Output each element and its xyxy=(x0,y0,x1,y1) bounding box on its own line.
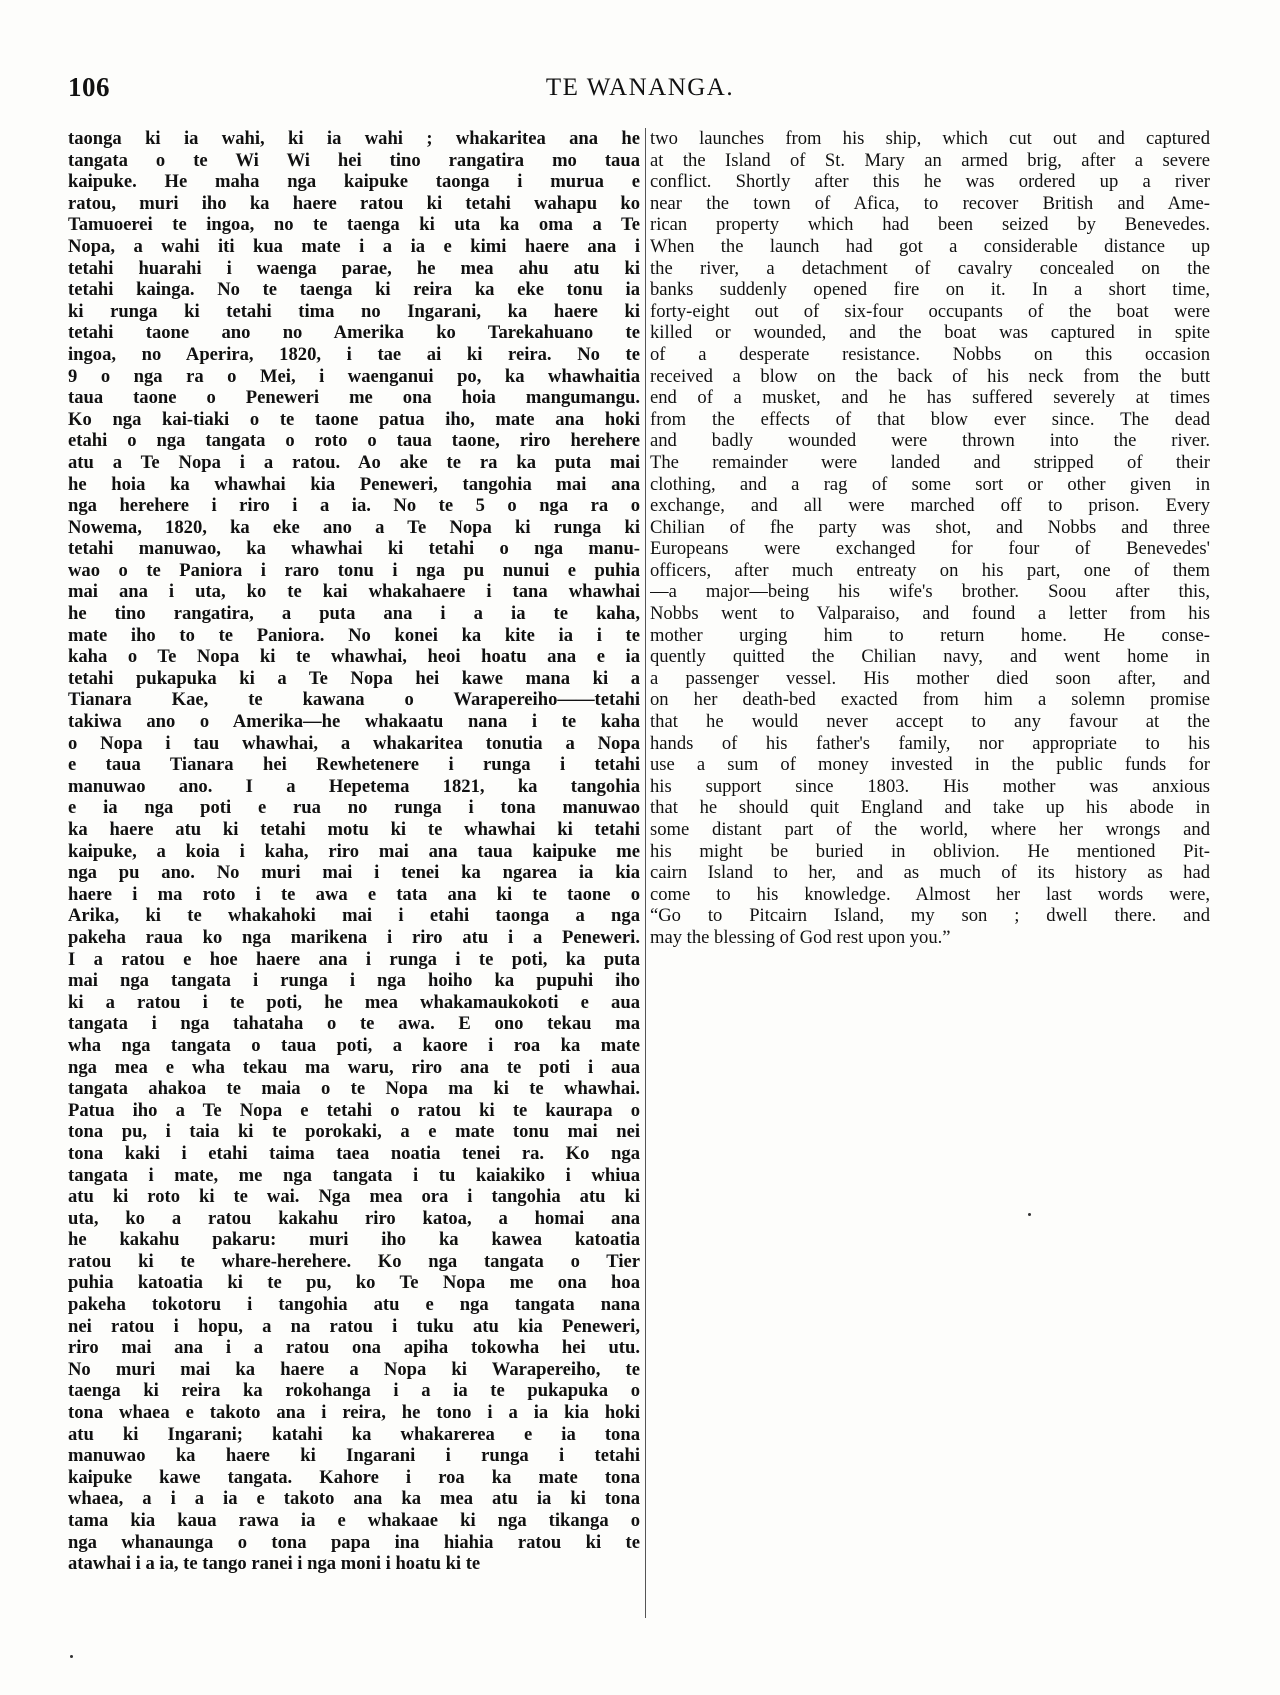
maori-text-line: kaipuke, a koia i kaha, riro mai ana taua kaipuke me xyxy=(68,840,640,862)
english-text-line: his support since 1803. His mother was anxious xyxy=(650,775,1210,797)
maori-text-line: he hoia ka whawhai kia Peneweri, tangohia mai ana xyxy=(68,473,640,495)
english-text-line: two launches from his ship, which cut out and captured xyxy=(650,128,1210,149)
maori-text-line: taua taone o Peneweri me ona hoia mangumangu. xyxy=(68,387,640,409)
maori-text-line: Tamuoerei te ingoa, no te taenga ki uta ka oma a Te xyxy=(68,214,640,236)
english-text-line: of a desperate resistance. Nobbs on this occasion xyxy=(650,343,1210,365)
maori-text-line: nga pu ano. No muri mai i tenei ka ngarea ia kia xyxy=(68,862,640,884)
english-text-line: Chilian of fhe party was shot, and Nobbs and three xyxy=(650,516,1210,538)
maori-text-line: tetahi huarahi i waenga parae, he mea ahu atu ki xyxy=(68,257,640,279)
english-text-line: on her death-bed exacted from him a solemn promise xyxy=(650,689,1210,711)
maori-text-line: Arika, ki te whakahoki mai i etahi taonga a nga xyxy=(68,905,640,927)
maori-text-line: o Nopa i tau whawhai, a whakaritea tonutia a Nopa xyxy=(68,732,640,754)
english-text-line: near the town of Afica, to recover British and Ame- xyxy=(650,192,1210,214)
maori-text-line: tangata i nga tahataha o te awa. E ono tekau ma xyxy=(68,1013,640,1035)
english-text-line: conflict. Shortly after this he was ordered up a river xyxy=(650,171,1210,193)
maori-text-line: ki a ratou i te poti, he mea whakamaukokoti e aua xyxy=(68,991,640,1013)
maori-text-line: wha nga tangata o taua poti, a kaore i roa ka mate xyxy=(68,1034,640,1056)
english-text-line: end of a musket, and he has suffered severely at times xyxy=(650,387,1210,409)
maori-text-line: kaipuke kawe tangata. Kahore i roa ka mate tona xyxy=(68,1466,640,1488)
maori-text-line: ki runga ki tetahi tima no Ingarani, ka haere ki xyxy=(68,300,640,322)
maori-text-line: tetahi manuwao, ka whawhai ki tetahi o nga manu- xyxy=(68,538,640,560)
english-text-line: cairn Island to her, and as much of its history as had xyxy=(650,862,1210,884)
maori-text-line: he tino rangatira, a puta ana i a ia te kaha, xyxy=(68,603,640,625)
maori-text-line: whaea, a i a ia e takoto ana ka mea atu ia ki tona xyxy=(68,1488,640,1510)
left-column xyxy=(68,128,640,1575)
maori-text-line: mai nga tangata i runga i nga hoiho ka pupuhi iho xyxy=(68,970,640,992)
maori-text-line: nga mea e wha tekau ma waru, riro ana te poti i aua xyxy=(68,1056,640,1078)
maori-text-line: tetahi taone ano no Amerika ko Tarekahuano te xyxy=(68,322,640,344)
maori-text-line: tangata ahakoa te maia o te Nopa ma ki te whawhai. xyxy=(68,1078,640,1100)
english-text-line: a passenger vessel. His mother died soon after, and xyxy=(650,667,1210,689)
maori-text-line: tangata i mate, me nga tangata i tu kaiakiko i whiua xyxy=(68,1164,640,1186)
maori-text-line: nga whanaunga o tona papa ina hiahia ratou ki te xyxy=(68,1531,640,1553)
english-text-line: that he should quit England and take up his abode in xyxy=(650,797,1210,819)
maori-text-line: tona whaea e takoto ana i reira, he tono i a ia kia hoki xyxy=(68,1402,640,1424)
english-text-line: banks suddenly opened fire on it. In a short time, xyxy=(650,279,1210,301)
maori-text-line: pakeha raua ko nga marikena i riro atu i a Peneweri. xyxy=(68,926,640,948)
page-title: TE WANANGA. xyxy=(545,74,735,101)
maori-text-line: atu ki Ingarani; katahi ka whakarerea e ia tona xyxy=(68,1423,640,1445)
english-text-line: mother urging him to return home. He conse- xyxy=(650,624,1210,646)
maori-text-line: Nopa, a wahi iti kua mate i a ia e kimi haere ana i xyxy=(68,235,640,257)
english-text-line: The remainder were landed and stripped of their xyxy=(650,451,1210,473)
maori-text-line: tona pu, i taia ki te porokaki, a e mate tonu mai nei xyxy=(68,1121,640,1143)
english-text-line: killed or wounded, and the boat was captured in spite xyxy=(650,322,1210,344)
english-text-line: Europeans were exchanged for four of Benevedes' xyxy=(650,538,1210,560)
english-text-line: forty-eight out of six-four occupants of the boat were xyxy=(650,300,1210,322)
maori-text-line: e taua Tianara hei Rewhetenere i runga i tetahi xyxy=(68,754,640,776)
maori-text-line: ratou, muri iho ka haere ratou ki tetahi wahapu ko xyxy=(68,192,640,214)
maori-text-line: e ia nga poti e rua no runga i tona manuwao xyxy=(68,797,640,819)
english-text-line: “Go to Pitcairn Island, my son ; dwell there. and xyxy=(650,905,1210,927)
maori-text-line: haere i ma roto i te awa e tata ana ki te taone o xyxy=(68,883,640,905)
maori-text-line: taenga ki reira ka rokohanga i a ia te pukapuka o xyxy=(68,1380,640,1402)
maori-text-line: 9 o nga ra o Mei, i waenganui po, ka whawhaitia xyxy=(68,365,640,387)
maori-text-line: tangata o te Wi Wi hei tino rangatira mo taua xyxy=(68,149,640,171)
maori-text-line: manuwao ka haere ki Ingarani i runga i tetahi xyxy=(68,1445,640,1467)
english-text-line: officers, after much entreaty on his part, one of them xyxy=(650,559,1210,581)
english-text-line: come to his knowledge. Almost her last words were, xyxy=(650,883,1210,905)
maori-text-line: tona kaki i etahi taima taea noatia tenei ra. Ko nga xyxy=(68,1142,640,1164)
english-text-line: clothing, and a rag of some sort or other given in xyxy=(650,473,1210,495)
english-text-line: use a sum of money invested in the public funds for xyxy=(650,754,1210,776)
english-text-line: some distant part of the world, where her wrongs and xyxy=(650,819,1210,840)
maori-text-line: etahi o nga tangata o roto o taua taone, riro herehere xyxy=(68,430,640,452)
maori-text-line: pakeha tokotoru i tangohia atu e nga tangata nana xyxy=(68,1294,640,1316)
maori-text-line: kaipuke. He maha nga kaipuke taonga i murua e xyxy=(68,171,640,193)
maori-text-line: puhia katoatia ki te pu, ko Te Nopa me ona hoa xyxy=(68,1272,640,1294)
maori-text-line: wao o te Paniora i raro tonu i nga pu nunui e puhia xyxy=(68,559,640,581)
maori-text-line: uta, ko a ratou kakahu riro katoa, a homai ana xyxy=(68,1207,640,1229)
right-column xyxy=(650,128,1210,949)
english-text-line: received a blow on the back of his neck from the butt xyxy=(650,365,1210,387)
english-text-line: his might be buried in oblivion. He mentioned Pit- xyxy=(650,840,1210,862)
maori-text-line: mate iho to te Paniora. No konei ka kite ia i te xyxy=(68,624,640,646)
maori-text-line: ka haere atu ki tetahi motu ki te whawhai ki tetahi xyxy=(68,819,640,840)
maori-text-line: mai ana i uta, ko te kai whakahaere i tana whawhai xyxy=(68,581,640,603)
english-text-line: quently quitted the Chilian navy, and went home in xyxy=(650,646,1210,668)
maori-text-line: takiwa ano o Amerika—he whakaatu nana i te kaha xyxy=(68,711,640,733)
maori-text-line: atawhai i a ia, te tango ranei i nga moni i hoatu ki te xyxy=(68,1553,481,1575)
english-text-line: Nobbs went to Valparaiso, and found a letter from his xyxy=(650,603,1210,625)
maori-text-line: ratou ki te whare-herehere. Ko nga tangata o Tier xyxy=(68,1250,640,1272)
maori-text-line: tama kia kaua rawa ia e whakaae ki nga tikanga o xyxy=(68,1510,640,1531)
english-text-line: When the launch had got a considerable distance up xyxy=(650,235,1210,257)
print-speck xyxy=(1028,1213,1031,1216)
maori-text-line: riro mai ana i a ratou ona apiha tokowha hei utu. xyxy=(68,1337,640,1359)
maori-text-line: nei ratou i hopu, a na ratou i tuku atu kia Peneweri, xyxy=(68,1315,640,1337)
maori-text-line: taonga ki ia wahi, ki ia wahi ; whakaritea ana he xyxy=(68,128,640,149)
english-text-line: —a major—being his wife's brother. Soou after this, xyxy=(650,581,1210,603)
maori-text-line: Tianara Kae, te kawana o Warapereiho——tetahi xyxy=(68,689,640,711)
maori-text-line: Patua iho a Te Nopa e tetahi o ratou ki te kaurapa o xyxy=(68,1099,640,1121)
maori-text-line: No muri mai ka haere a Nopa ki Warapereiho, te xyxy=(68,1358,640,1380)
english-text-line: that he would never accept to any favour at the xyxy=(650,711,1210,733)
maori-text-line: tetahi kainga. No te taenga ki reira ka eke tonu ia xyxy=(68,279,640,301)
maori-text-line: kaha o Te Nopa ki te whawhai, heoi hoatu ana e ia xyxy=(68,646,640,668)
maori-text-line: atu a Te Nopa i a ratou. Ao ake te ra ka puta mai xyxy=(68,451,640,473)
maori-text-line: ingoa, no Aperira, 1820, i tae ai ki reira. No te xyxy=(68,343,640,365)
english-text-line: the river, a detachment of cavalry concealed on the xyxy=(650,257,1210,279)
print-speck xyxy=(70,1655,73,1658)
maori-text-line: he kakahu pakaru: muri iho ka kawea katoatia xyxy=(68,1229,640,1251)
english-text-line: may the blessing of God rest upon you.” xyxy=(650,926,951,948)
maori-text-line: Ko nga kai-tiaki o te taone patua iho, mate ana hoki xyxy=(68,408,640,430)
english-text-line: from the effects of that blow ever since. The dead xyxy=(650,408,1210,430)
column-divider xyxy=(645,128,646,1618)
maori-text-line: nga herehere i riro i a ia. No te 5 o nga ra o xyxy=(68,495,640,517)
maori-text-line: Nowema, 1820, ka eke ano a Te Nopa ki runga ki xyxy=(68,516,640,538)
maori-text-line: tetahi pukapuka ki a Te Nopa hei kawe mana ki a xyxy=(68,667,640,689)
english-text-line: hands of his father's family, nor appropriate to his xyxy=(650,732,1210,754)
maori-text-line: manuwao ano. I a Hepetema 1821, ka tangohia xyxy=(68,775,640,797)
english-text-line: at the Island of St. Mary an armed brig, after a severe xyxy=(650,149,1210,171)
page-number: 106 xyxy=(68,72,110,102)
maori-text-line: I a ratou e hoe haere ana i runga i te poti, ka puta xyxy=(68,948,640,970)
english-text-line: rican property which had been seized by Benevedes. xyxy=(650,214,1210,236)
maori-text-line: atu ki roto ki te wai. Nga mea ora i tangohia atu ki xyxy=(68,1186,640,1208)
english-text-line: exchange, and all were marched off to prison. Every xyxy=(650,495,1210,517)
english-text-line: and badly wounded were thrown into the river. xyxy=(650,430,1210,452)
